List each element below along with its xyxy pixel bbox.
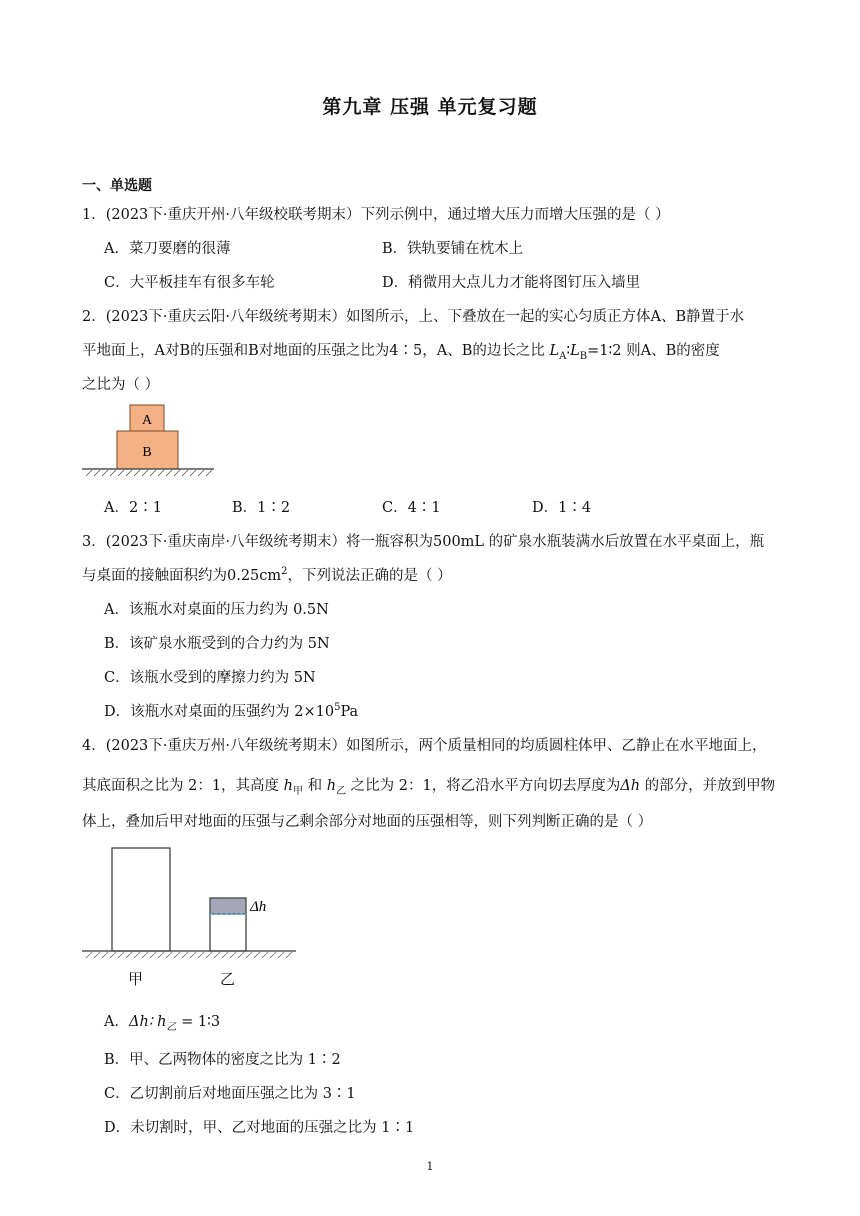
var-l: L — [549, 343, 560, 359]
cylinder-jia — [112, 848, 170, 951]
question-4-line-3: 体上，叠加后甲对地面的压强与乙剩余部分对地面的压强相等，则下列判断正确的是（ ） — [82, 814, 653, 830]
var-l: L — [570, 343, 580, 359]
cube-b-label: B — [142, 445, 152, 460]
stacked-cubes-figure — [82, 400, 222, 480]
sub-b: B — [579, 350, 588, 362]
question-3-line-1: 3．(2023下·重庆南岸·八年级统考期末）将一瓶容积为500mL 的矿泉水瓶装满水后放置在水平桌面上，瓶 — [82, 534, 765, 550]
question-3-line-2 — [82, 564, 452, 585]
option-a-ratio: = 1∶3 — [176, 1014, 221, 1030]
option-a-prefix: A． — [104, 1014, 129, 1030]
section-heading: 一、单选题 — [82, 178, 152, 194]
question-1-option-b: B．铁轨要铺在枕木上 — [382, 241, 524, 257]
question-1-option-d: D．稍微用大点儿力才能将图钉压入墙里 — [382, 275, 641, 291]
question-2-line-2 — [82, 339, 720, 362]
sub-jia: 甲 — [293, 785, 304, 797]
question-4-option-a — [104, 1010, 220, 1033]
ratio-colon: ∶ — [566, 343, 571, 359]
question-2-line-1: 2．(2023下·重庆云阳·八年级统考期末）如图所示，上、下叠放在一起的实心匀质正方体A、B静置于水 — [82, 309, 745, 325]
var-h: h — [283, 778, 294, 794]
label-jia: 甲 — [128, 970, 144, 988]
delta-h-label: Δh — [250, 899, 267, 915]
option-a-subscript: 乙 — [166, 1021, 177, 1033]
cut-portion — [210, 898, 246, 914]
question-4-text-mid: 之比为 2：1，将乙沿水平方向切去厚度为 — [346, 778, 621, 794]
question-3-option-b: B．该矿泉水瓶受到的合力约为 5N — [104, 636, 330, 652]
question-1-option-a: A．菜刀要磨的很薄 — [104, 241, 231, 257]
page-title: 第九章 压强 单元复习题 — [322, 96, 538, 118]
question-4-line-1: 4．(2023下·重庆万州·八年级统考期末）如图所示，两个质量相同的均质圆柱体甲、乙静止在水平地面上， — [82, 738, 767, 754]
question-2-option-a: A．2∶1 — [104, 500, 162, 516]
question-3-option-a: A．该瓶水对桌面的压力约为 0.5N — [104, 602, 329, 618]
option-d-text: D．该瓶水对桌面的压强约为 2×10 — [104, 704, 335, 720]
question-2-option-b: B．1∶2 — [232, 500, 291, 516]
question-4-line-2 — [82, 774, 775, 797]
option-a-expression: Δh∶ h — [128, 1014, 167, 1030]
question-2-text: 平地面上，A对B的压强和B对地面的压强之比为4∶5，A、B的边长之比 — [82, 343, 550, 359]
question-3-text: 与桌面的接触面积约为0.25cm — [82, 568, 282, 584]
sub-a: A — [559, 350, 567, 362]
sub-yi: 乙 — [336, 785, 347, 797]
question-3-option-d — [104, 700, 358, 721]
power-exponent: 5 — [334, 702, 341, 714]
question-2-line-3: 之比为（ ） — [82, 377, 160, 393]
question-4-option-b: B．甲、乙两物体的密度之比为 1∶2 — [104, 1052, 341, 1068]
page-number: 1 — [426, 1160, 434, 1173]
cube-a-label: A — [141, 413, 153, 428]
question-2-option-c: C．4∶1 — [382, 500, 441, 516]
unit-exponent: 2 — [281, 566, 288, 578]
question-1-option-c: C．大平板挂车有很多车轮 — [104, 275, 275, 291]
question-2-text-end: =1∶2 则A、B的密度 — [587, 343, 720, 359]
question-3-text-end: ，下列说法正确的是（ ） — [287, 568, 452, 584]
question-2-option-d: D．1∶4 — [532, 500, 592, 516]
delta-h: Δh — [620, 778, 641, 794]
question-4-text-end: 的部分，并放到甲物 — [640, 778, 776, 794]
question-3-option-c: C．该瓶水受到的摩擦力约为 5N — [104, 670, 316, 686]
question-4-option-c: C．乙切割前后对地面压强之比为 3∶1 — [104, 1086, 356, 1102]
label-yi: 乙 — [220, 970, 236, 988]
question-4-option-d: D．未切割时，甲、乙对地面的压强之比为 1∶1 — [104, 1120, 415, 1136]
ground-hatching — [86, 952, 292, 958]
and-text: 和 — [303, 778, 327, 794]
option-d-unit: Pa — [340, 704, 359, 720]
question-4-text: 其底面积之比为 2：1，其高度 — [82, 778, 284, 794]
var-h: h — [326, 778, 337, 794]
cylinders-figure — [82, 840, 302, 970]
question-1-stem: 1．(2023下·重庆开州·八年级校联考期末）下列示例中，通过增大压力而增大压强的是（ ） — [82, 207, 670, 223]
ground-hatching — [86, 470, 212, 476]
